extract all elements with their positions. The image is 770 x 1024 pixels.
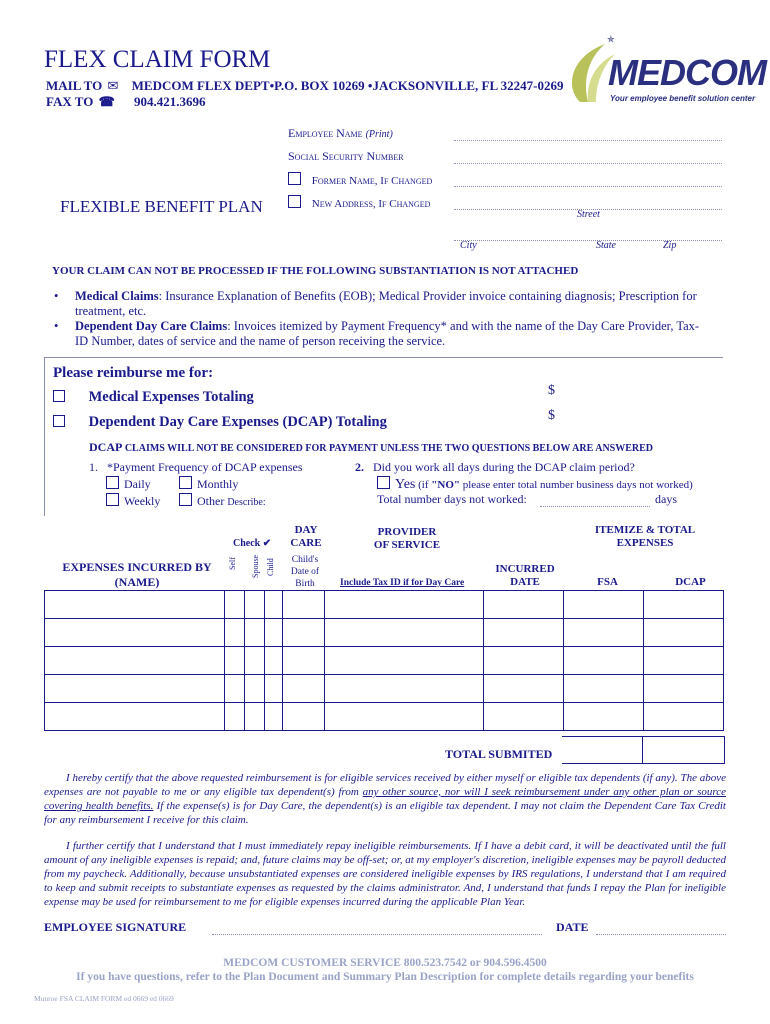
state-label: State: [596, 240, 616, 251]
mail-label: MAIL TO: [46, 78, 103, 93]
date-label: DATE: [556, 920, 589, 934]
dcap-dollar: $: [548, 408, 555, 423]
envelope-icon: ✉: [107, 78, 119, 93]
city-label: City: [460, 240, 477, 251]
employee-name-field[interactable]: [454, 126, 722, 141]
table-row: [45, 591, 724, 619]
table-cell[interactable]: [644, 675, 724, 703]
city-state-zip-field[interactable]: [454, 226, 722, 241]
total-fsa-field[interactable]: [562, 737, 643, 763]
fax-label: FAX TO: [46, 94, 94, 109]
table-cell[interactable]: [564, 675, 644, 703]
dcap-header: DCAP: [675, 576, 706, 588]
table-cell[interactable]: [324, 703, 484, 731]
table-cell[interactable]: [264, 675, 282, 703]
certify-paragraph-1: I hereby certify that the above requested reimbursement is for eligible services received by either myself or eligible tax dependents (if any). The above expenses are not payable to me or any eligible tax dependent(s) from any other source, nor will I seek reimbursement under any other plan or source covering health benefits. If the expense(s) is for Day Care, the dependent(s) is an eligible tax dependent. I may not claim the Dependent Care Tax Credit for any reimbursement I receive for this claim.: [44, 772, 726, 826]
street-label: Street: [577, 209, 600, 220]
days-not-worked-label: Total number days not worked:: [377, 492, 527, 506]
table-cell[interactable]: [244, 703, 264, 731]
table-cell[interactable]: [564, 647, 644, 675]
check-header: Check ✔: [233, 538, 272, 549]
table-cell[interactable]: [45, 675, 225, 703]
self-header: Self: [228, 557, 237, 570]
table-cell[interactable]: [45, 619, 225, 647]
table-cell[interactable]: [324, 619, 484, 647]
table-cell[interactable]: [264, 647, 282, 675]
table-cell[interactable]: [484, 675, 564, 703]
table-cell[interactable]: [282, 619, 324, 647]
day-care-header: DAY CARE: [290, 524, 322, 549]
customer-service: MEDCOM CUSTOMER SERVICE 800.523.7542 or 904.596.4500: [223, 957, 547, 969]
mail-address: MEDCOM FLEX DEPT•P.O. BOX 10269 •JACKSONVILLE, FL 32247-0269: [131, 78, 564, 93]
table-cell[interactable]: [484, 703, 564, 731]
checkmark-icon: ✔: [262, 538, 272, 549]
table-cell[interactable]: [282, 647, 324, 675]
svg-text:✯: ✯: [607, 35, 615, 45]
questions-note: If you have questions, refer to the Plan Document and Summary Plan Description for complete details regarding your benefits: [76, 971, 694, 983]
former-name-row: Former Name, If Changed: [288, 172, 432, 187]
ssn-label: Social Security Number: [288, 149, 404, 163]
table-cell[interactable]: [224, 619, 244, 647]
table-cell[interactable]: [224, 647, 244, 675]
list-item: • Dependent Day Care Claims: Invoices itemized by Payment Frequency* and with the name of the Day Care Provider, Tax- ID Number, dates of service and the name of person receiving the service.: [54, 319, 700, 348]
table-row: [45, 647, 724, 675]
table-cell[interactable]: [224, 675, 244, 703]
ssn-field[interactable]: [454, 149, 722, 164]
table-cell[interactable]: [45, 703, 225, 731]
table-cell[interactable]: [324, 647, 484, 675]
yes-checkbox[interactable]: [377, 476, 390, 489]
employee-signature-label: EMPLOYEE SIGNATURE: [44, 920, 187, 934]
daily-checkbox[interactable]: [106, 476, 119, 489]
employee-signature-field[interactable]: [212, 920, 542, 935]
table-row: [45, 703, 724, 731]
table-cell[interactable]: [244, 619, 264, 647]
monthly-checkbox[interactable]: [179, 476, 192, 489]
tax-id-note: Include Tax ID if for Day Care: [340, 578, 465, 588]
table-cell[interactable]: [564, 619, 644, 647]
mail-to-row: [46, 78, 564, 94]
fax-to-row: [46, 94, 206, 110]
table-cell[interactable]: [644, 619, 724, 647]
child-header: Child: [266, 558, 275, 576]
form-title: FLEX CLAIM FORM: [44, 46, 271, 73]
monthly-option[interactable]: Monthly: [179, 476, 238, 492]
dcap-row: Dependent Day Care Expenses (DCAP) Totaling: [53, 414, 387, 431]
fsa-header: FSA: [597, 576, 618, 588]
reimburse-heading: Please reimburse me for:: [53, 365, 214, 381]
other-option[interactable]: Other Describe:: [179, 493, 266, 509]
table-cell[interactable]: [484, 619, 564, 647]
table-cell[interactable]: [324, 675, 484, 703]
employee-name-label: Employee Name (Print): [288, 126, 393, 140]
substantiation-list: [52, 289, 722, 349]
table-row: [45, 675, 724, 703]
table-cell[interactable]: [244, 675, 264, 703]
plan-title: FLEXIBLE BENEFIT PLAN: [60, 197, 263, 216]
table-cell[interactable]: [224, 703, 244, 731]
bullet-icon: •: [54, 289, 59, 303]
new-address-checkbox[interactable]: [288, 195, 301, 208]
table-cell[interactable]: [484, 591, 564, 619]
certify-paragraph-2: I further certify that I understand that I must immediately repay ineligible reimbursements. If I have a debit card, it will be deactivated until the full amount of any ineligible expenses is repaid; and, future claims may be off-set; or, at my employer's discretion, ineligible expenses may be payroll deducted from my paycheck. Additionally, because unsubstantiated expenses are considered ineligible expenses by IRS regulations, I understand that I am required to keep and submit receipts to substantiate expenses as requested by the claims administrator. And, I understand that funds I repay the Plan for ineligible expense may be used for reimbursement to me for eligible expenses incurred during the applicable Plan Year.: [44, 840, 726, 908]
table-cell[interactable]: [644, 647, 724, 675]
table-cell[interactable]: [282, 703, 324, 731]
spouse-header: Spouse: [251, 554, 260, 578]
date-field[interactable]: [596, 920, 726, 935]
former-name-field[interactable]: [454, 172, 722, 187]
phone-icon: ☎: [98, 94, 115, 109]
days-label: days: [655, 492, 677, 506]
q2: 2. Did you work all days during the DCAP claim period?: [355, 460, 635, 474]
other-checkbox[interactable]: [179, 493, 192, 506]
medical-row: Medical Expenses Totaling: [53, 389, 254, 406]
table-cell[interactable]: [264, 703, 282, 731]
expenses-incurred-header: EXPENSES INCURRED BY (NAME): [62, 560, 212, 589]
table-cell[interactable]: [45, 591, 225, 619]
medical-checkbox[interactable]: [53, 390, 65, 402]
table-cell[interactable]: [564, 591, 644, 619]
q1: 1. *Payment Frequency of DCAP expenses: [89, 460, 303, 474]
table-cell[interactable]: [324, 591, 484, 619]
expenses-table: [44, 590, 724, 731]
table-cell[interactable]: [224, 591, 244, 619]
zip-label: Zip: [663, 240, 677, 251]
total-submitted-label: TOTAL SUBMITED: [445, 747, 553, 761]
days-not-worked-field[interactable]: [540, 493, 650, 507]
daily-option[interactable]: Daily: [106, 476, 151, 492]
street-field[interactable]: [454, 195, 722, 210]
weekly-checkbox[interactable]: [106, 493, 119, 506]
table-cell[interactable]: [244, 591, 264, 619]
former-name-checkbox[interactable]: [288, 172, 301, 185]
substantiation-warning: YOUR CLAIM CAN NOT BE PROCESSED IF THE FOLLOWING SUBSTANTIATION IS NOT ATTACHED: [52, 265, 579, 277]
itemize-header: ITEMIZE & TOTAL EXPENSES: [594, 524, 696, 549]
form-id: Munroe FSA CLAIM FORM ed 0669 ed 0669: [34, 994, 174, 1003]
table-cell[interactable]: [484, 647, 564, 675]
medical-dollar: $: [548, 383, 555, 398]
total-submitted-box: [562, 736, 725, 764]
weekly-option[interactable]: Weekly: [106, 493, 160, 509]
table-cell[interactable]: [45, 647, 225, 675]
table-cell[interactable]: [564, 703, 644, 731]
logo-name: MEDCOM: [608, 52, 766, 93]
fax-number: 904.421.3696: [134, 94, 206, 109]
table-cell[interactable]: [644, 591, 724, 619]
medcom-logo: [560, 30, 766, 110]
table-cell[interactable]: [282, 675, 324, 703]
childs-dob-header: Child's Date of Birth: [290, 555, 320, 589]
table-cell[interactable]: [644, 703, 724, 731]
table-cell[interactable]: [244, 647, 264, 675]
yes-option[interactable]: Yes (if "NO" please enter total number business days not worked): [377, 476, 693, 493]
new-address-row: New Address, If Changed: [288, 195, 430, 210]
table-cell[interactable]: [264, 619, 282, 647]
table-cell[interactable]: [282, 591, 324, 619]
bullet-icon: •: [54, 319, 59, 333]
dcap-note: DCAP CLAIMS WILL NOT BE CONSIDERED FOR PAYMENT UNLESS THE TWO QUESTIONS BELOW ARE ANSWERED: [89, 440, 654, 454]
table-row: [45, 619, 724, 647]
logo-tagline: Your employee benefit solution center: [610, 94, 756, 103]
dcap-checkbox[interactable]: [53, 415, 65, 427]
table-cell[interactable]: [264, 591, 282, 619]
provider-header: PROVIDER OF SERVICE: [373, 526, 441, 551]
incurred-date-header: INCURRED DATE: [495, 563, 555, 588]
list-item: • Medical Claims: Insurance Explanation of Benefits (EOB); Medical Provider invoice containing diagnosis; Prescription for treatment, etc.: [54, 289, 697, 318]
